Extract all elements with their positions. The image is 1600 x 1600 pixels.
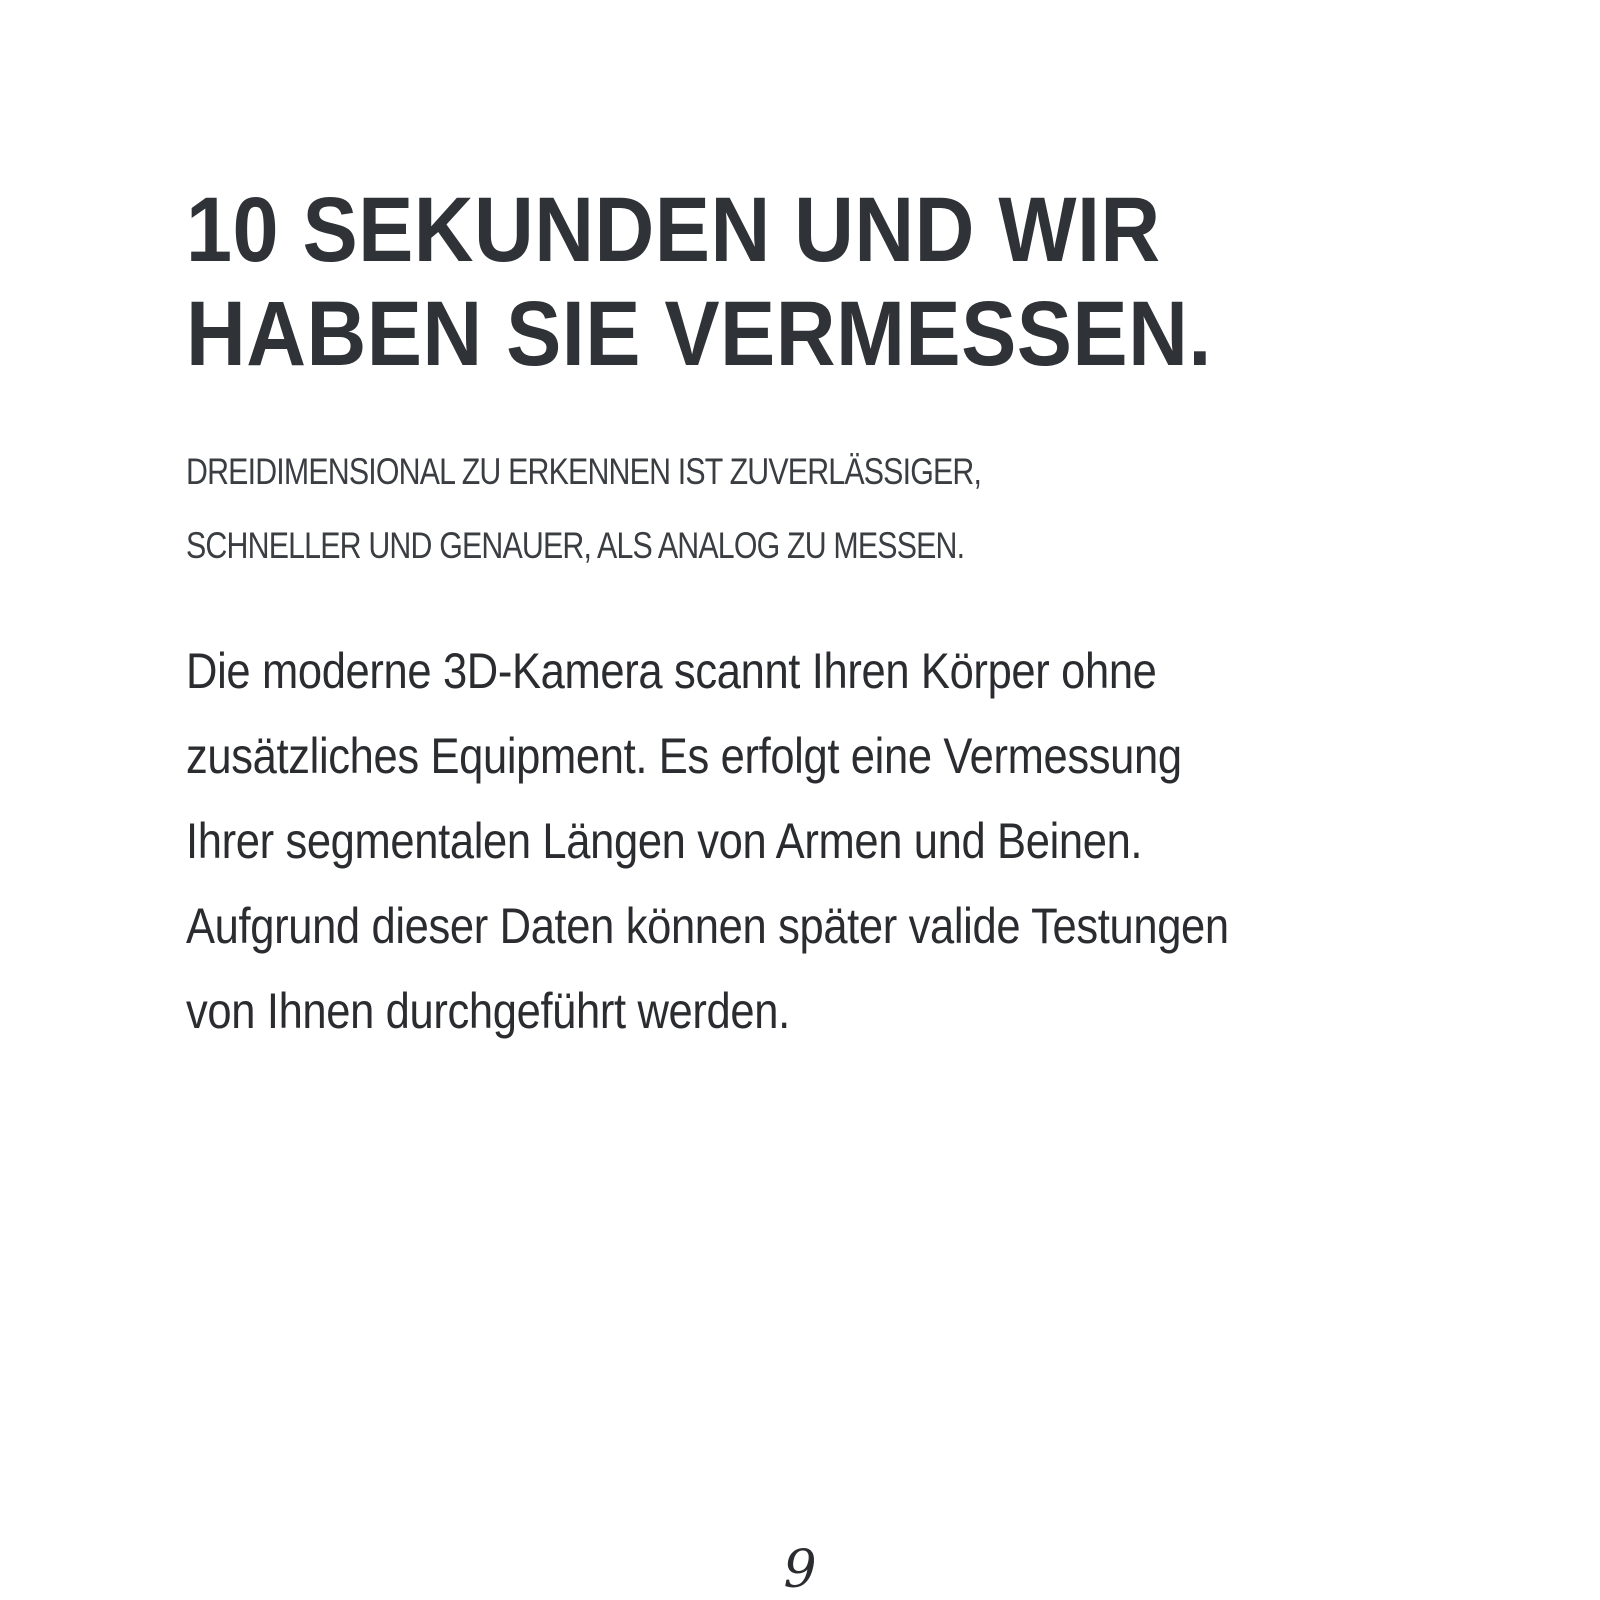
headline-line-2: HABEN SIE VERMESSEN. bbox=[186, 283, 1212, 385]
subtitle bbox=[186, 435, 1170, 583]
body-line-2: zusätzliches Equipment. Es erfolgt eine Vermessung bbox=[186, 728, 1182, 784]
body-line-1: Die moderne 3D-Kamera scannt Ihren Körper ohne bbox=[186, 643, 1157, 699]
body-line-5: von Ihnen durchgeführt werden. bbox=[186, 983, 790, 1039]
page-number: 9 bbox=[783, 1540, 817, 1600]
subtitle-line-2: SCHNELLER UND GENAUER, ALS ANALOG ZU MESSEN. bbox=[186, 525, 965, 566]
subtitle-line-1: DREIDIMENSIONAL ZU ERKENNEN IST ZUVERLÄSSIGER, bbox=[186, 451, 982, 492]
headline-line-1: 10 SEKUNDEN UND WIR bbox=[186, 179, 1161, 281]
body-line-4: Aufgrund dieser Daten können später valide Testungen bbox=[186, 898, 1229, 954]
headline bbox=[186, 178, 1266, 386]
body-line-3: Ihrer segmentalen Längen von Armen und Beinen. bbox=[186, 813, 1143, 869]
body-paragraph bbox=[186, 629, 1230, 1054]
page-content bbox=[186, 178, 1386, 1054]
